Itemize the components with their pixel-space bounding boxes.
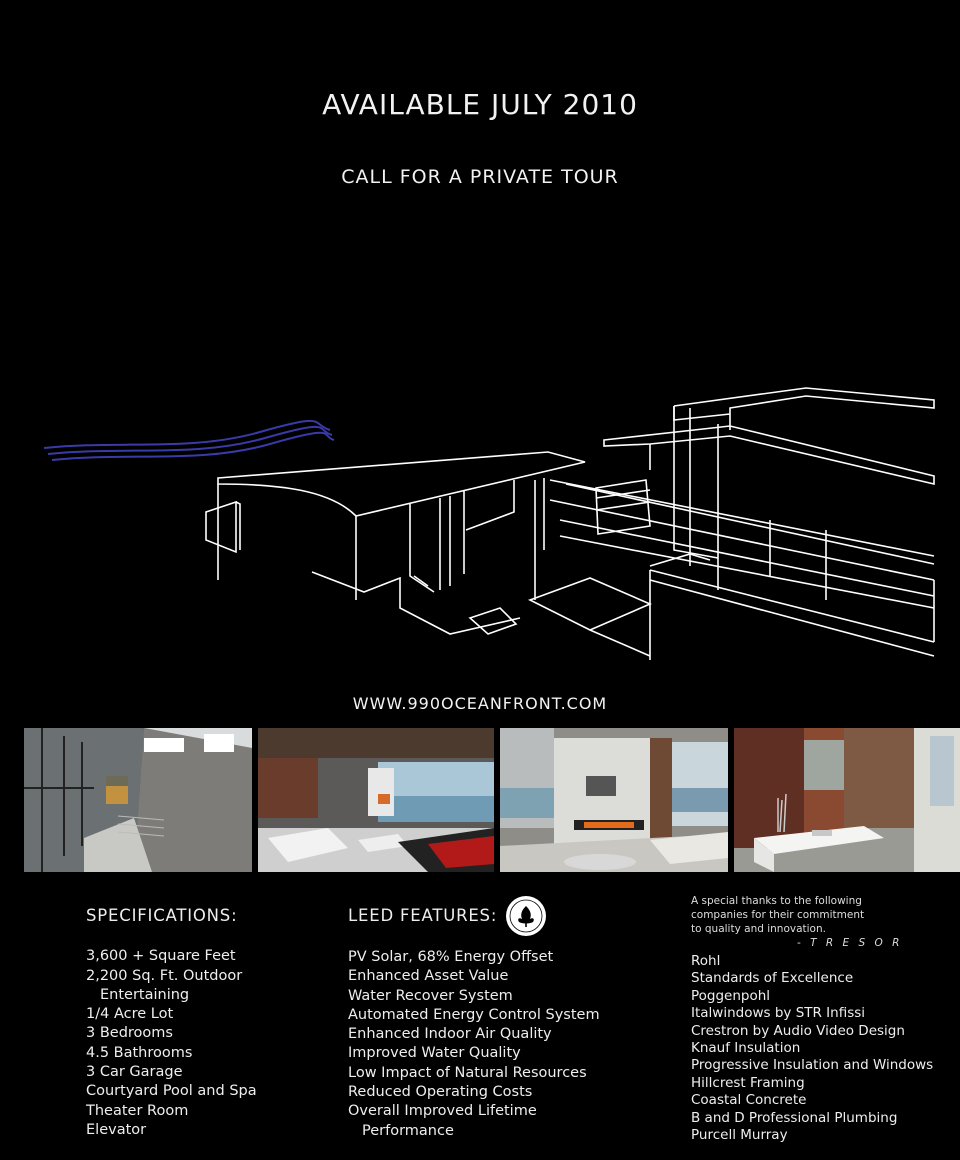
spec-item: Elevator	[86, 1121, 147, 1138]
spec-item: 4.5 Bathrooms	[86, 1044, 193, 1061]
sponsor-item: B and D Professional Plumbing	[691, 1109, 898, 1126]
leed-item: Performance	[362, 1122, 454, 1139]
house-wireframe-illustration	[30, 380, 950, 680]
leed-item: Reduced Operating Costs	[348, 1084, 533, 1101]
leed-item: Enhanced Indoor Air Quality	[348, 1026, 552, 1043]
leed-item: Improved Water Quality	[348, 1045, 521, 1062]
specifications-title: SPECIFICATIONS:	[86, 906, 238, 925]
gallery-photo-bathroom	[734, 728, 960, 872]
gallery-photo-hallway	[24, 728, 252, 872]
sponsor-item: Hillcrest Framing	[691, 1074, 805, 1091]
gallery-photo-bedroom	[258, 728, 494, 872]
spec-item: 3 Car Garage	[86, 1064, 183, 1081]
sponsor-item: Rohl	[691, 953, 721, 969]
sponsor-item: Poggenpohl	[691, 987, 771, 1004]
sponsor-item: Knauf Insulation	[691, 1040, 801, 1057]
spec-item: 3,600 + Square Feet	[86, 948, 236, 965]
specifications-list	[86, 947, 257, 1140]
leed-item: Water Recover System	[348, 987, 513, 1004]
leed-item: Overall Improved Lifetime	[348, 1103, 537, 1120]
sponsor-list	[691, 953, 941, 1144]
leed-item: PV Solar, 68% Energy Offset	[348, 949, 554, 965]
leed-features-list	[348, 948, 600, 1141]
thanks-note-line: to quality and innovation.	[691, 923, 826, 935]
leed-item: Enhanced Asset Value	[348, 968, 509, 985]
sponsor-item: Purcell Murray	[691, 1127, 788, 1144]
sponsor-thanks-section	[691, 894, 941, 1144]
spec-item: Courtyard Pool and Spa	[86, 1083, 257, 1100]
spec-item: Theater Room	[86, 1102, 189, 1119]
spec-item: Entertaining	[100, 986, 190, 1003]
gallery-photo-living-room	[500, 728, 728, 872]
house-outline-lines	[206, 388, 934, 660]
sponsor-item: Italwindows by STR Infissi	[691, 1005, 866, 1022]
sponsor-item: Progressive Insulation and Windows	[691, 1057, 934, 1074]
leed-item: Automated Energy Control System	[348, 1006, 600, 1023]
specifications-section	[86, 906, 257, 1140]
availability-headline: AVAILABLE JULY 2010	[322, 88, 638, 121]
sponsor-item: Standards of Excellence	[691, 970, 854, 987]
thanks-signature: - T R E S O R	[797, 937, 903, 949]
ocean-wave-lines	[44, 421, 334, 460]
photo-gallery	[24, 728, 960, 872]
thanks-note-line: companies for their commitment	[691, 909, 865, 921]
leed-features-section	[348, 906, 600, 1141]
sponsor-item: Coastal Concrete	[691, 1092, 807, 1109]
usgbc-member-seal-icon	[505, 895, 547, 937]
private-tour-subhead: CALL FOR A PRIVATE TOUR	[341, 166, 619, 188]
spec-item: 2,200 Sq. Ft. Outdoor	[86, 967, 243, 984]
leed-item: Low Impact of Natural Resources	[348, 1064, 587, 1081]
leed-features-title: LEED FEATURES:	[348, 906, 498, 926]
website-url: WWW.990OCEANFRONT.COM	[352, 694, 608, 713]
spec-item: 3 Bedrooms	[86, 1025, 173, 1042]
sponsor-item: Crestron by Audio Video Design	[691, 1022, 905, 1039]
thanks-note-line: A special thanks to the following	[691, 895, 862, 907]
spec-item: 1/4 Acre Lot	[86, 1006, 174, 1023]
